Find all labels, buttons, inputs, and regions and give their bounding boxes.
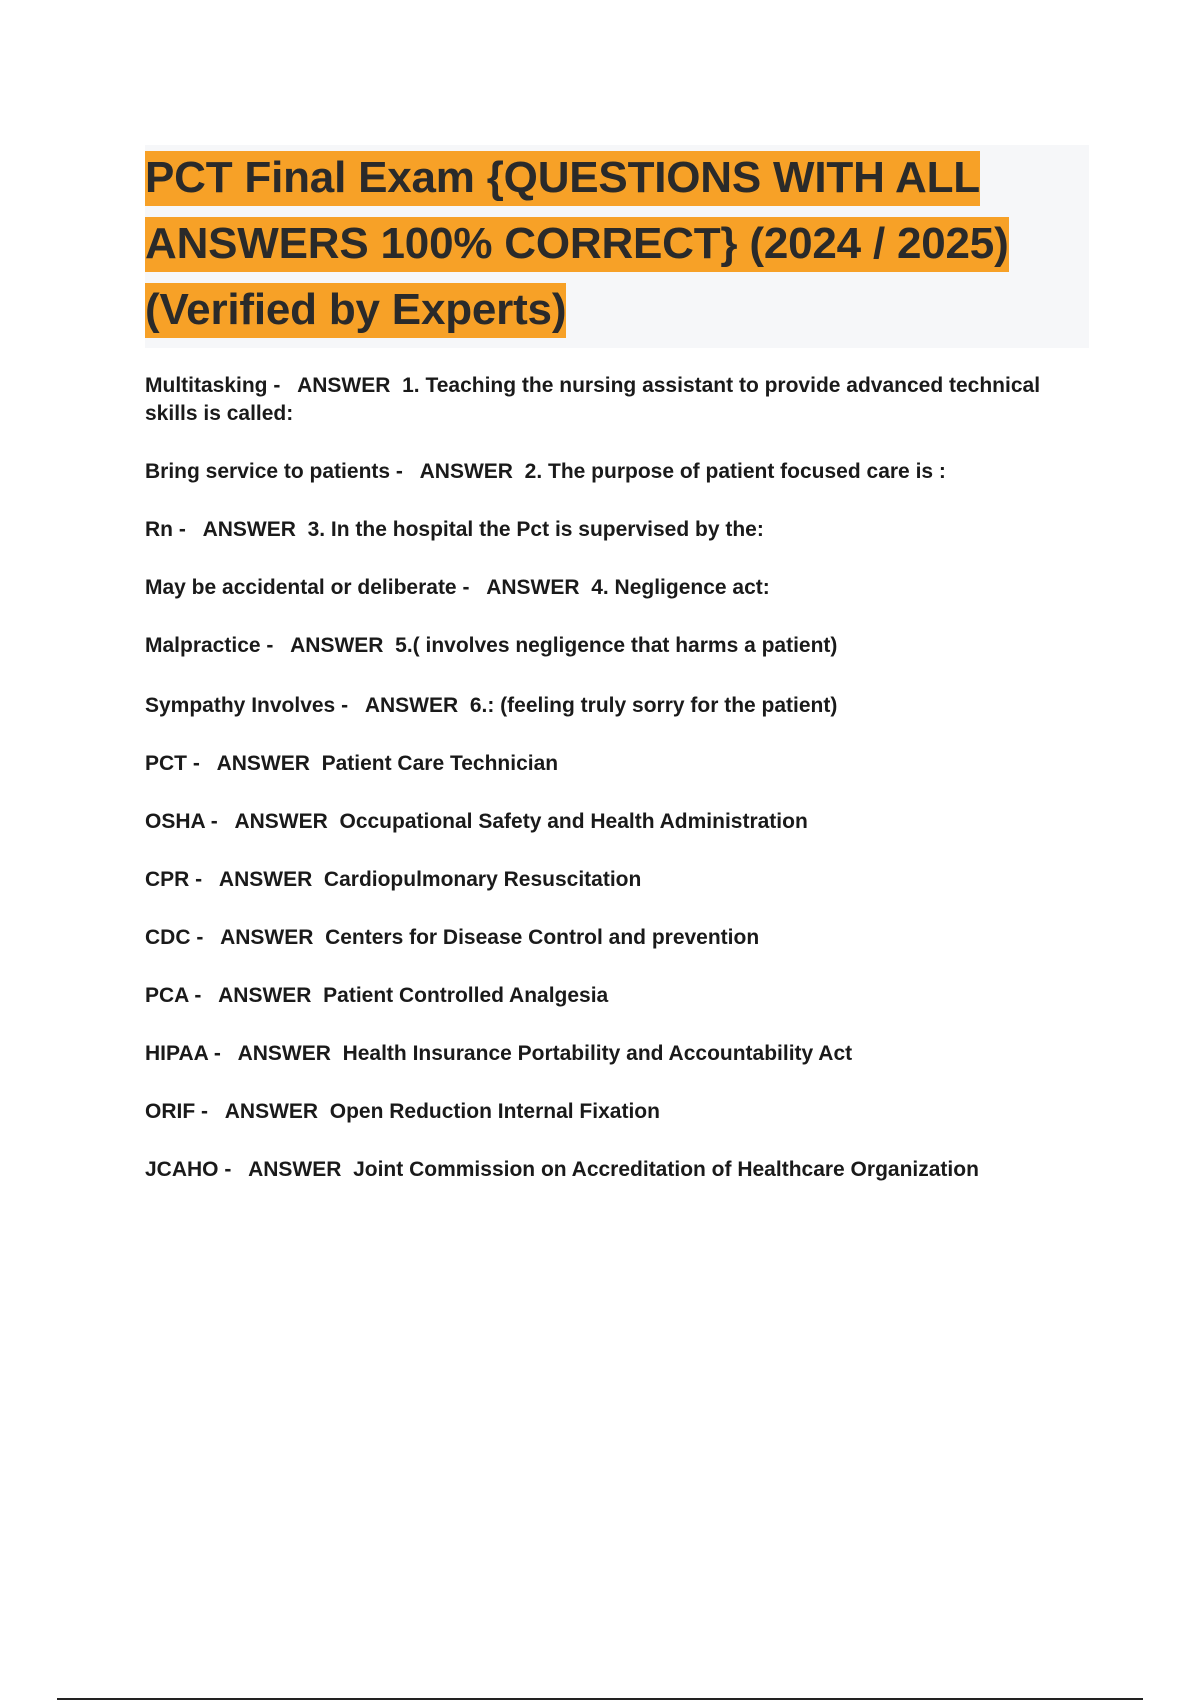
qa-term: Malpractice [145, 634, 261, 657]
qa-item: HIPAA - ANSWER Health Insurance Portability and Accountability Act [145, 1042, 853, 1065]
qa-term: JCAHO [145, 1158, 219, 1181]
qa-term: PCT [145, 752, 187, 775]
qa-text: 5.( involves negligence that harms a patient) [395, 634, 838, 657]
qa-item: Sympathy Involves - ANSWER 6.: (feeling truly sorry for the patient) [145, 694, 838, 717]
qa-item: May be accidental or deliberate - ANSWER 4. Negligence act: [145, 576, 770, 599]
qa-marker: ANSWER [237, 1042, 331, 1065]
qa-item: PCT - ANSWER Patient Care Technician [145, 752, 559, 775]
qa-item: OSHA - ANSWER Occupational Safety and Health Administration [145, 810, 808, 833]
qa-text: 1. Teaching the nursing assistant to provide advanced technical skills is called: [145, 374, 1041, 425]
qa-marker: ANSWER [290, 634, 384, 657]
qa-term: Multitasking [145, 374, 268, 397]
qa-text: Centers for Disease Control and prevention [325, 926, 760, 949]
qa-marker: ANSWER [419, 460, 513, 483]
qa-marker: ANSWER [234, 810, 328, 833]
qa-text: 3. In the hospital the Pct is supervised by the: [307, 518, 764, 541]
qa-marker: ANSWER [218, 868, 313, 891]
qa-text: 2. The purpose of patient focused care is : [524, 460, 946, 483]
qa-term: Sympathy Involves [145, 694, 336, 717]
document-title [145, 145, 1089, 343]
qa-item: JCAHO - ANSWER Joint Commission on Accreditation of Healthcare Organization [145, 1158, 979, 1181]
qa-marker: ANSWER [297, 374, 391, 397]
qa-term: May be accidental or deliberate [145, 576, 457, 599]
qa-item: Multitasking - ANSWER 1. Teaching the nursing assistant to provide advanced technical skills is called: [145, 374, 1041, 425]
qa-marker: ANSWER [202, 518, 296, 541]
qa-marker: ANSWER [218, 984, 312, 1007]
qa-item: CPR - ANSWER Cardiopulmonary Resuscitation [145, 868, 642, 891]
qa-text: Occupational Safety and Health Administration [339, 810, 808, 833]
qa-item: ORIF - ANSWER Open Reduction Internal Fixation [145, 1100, 660, 1123]
title-block [145, 145, 1089, 348]
qa-marker: ANSWER [486, 576, 580, 599]
qa-term: CPR [145, 868, 190, 891]
qa-item: Rn - ANSWER 3. In the hospital the Pct is supervised by the: [145, 518, 764, 541]
qa-term: OSHA [145, 810, 205, 833]
qa-marker: ANSWER [216, 752, 310, 775]
qa-term: ORIF [145, 1100, 196, 1123]
qa-text: Patient Controlled Analgesia [323, 984, 609, 1007]
qa-term: PCA [145, 984, 189, 1007]
qa-item: PCA - ANSWER Patient Controlled Analgesia [145, 984, 609, 1007]
title-highlight: PCT Final Exam {QUESTIONS WITH ALL ANSWERS 100% CORRECT} (2024 / 2025) (Verified by Experts) [145, 151, 1009, 338]
qa-item: Malpractice - ANSWER 5.( involves negligence that harms a patient) [145, 634, 838, 657]
qa-term: Bring service to patients [145, 460, 391, 483]
qa-text: Cardiopulmonary Resuscitation [323, 868, 642, 891]
qa-marker: ANSWER [364, 694, 459, 717]
qa-term: Rn [145, 518, 173, 541]
qa-marker: ANSWER [220, 926, 314, 949]
qa-item: Bring service to patients - ANSWER 2. The purpose of patient focused care is : [145, 460, 946, 483]
qa-text: Health Insurance Portability and Accountability Act [342, 1042, 853, 1065]
qa-marker: ANSWER [224, 1100, 319, 1123]
qa-text: Open Reduction Internal Fixation [329, 1100, 660, 1123]
qa-text: 4. Negligence act: [591, 576, 770, 599]
qa-item: CDC - ANSWER Centers for Disease Control and prevention [145, 926, 760, 949]
qa-list [145, 372, 1045, 1184]
qa-text: Joint Commission on Accreditation of Healthcare Organization [353, 1158, 979, 1181]
qa-text: Patient Care Technician [321, 752, 559, 775]
qa-marker: ANSWER [248, 1158, 342, 1181]
qa-term: CDC [145, 926, 191, 949]
qa-term: HIPAA [145, 1042, 208, 1065]
qa-text: 6.: (feeling truly sorry for the patient) [469, 694, 838, 717]
